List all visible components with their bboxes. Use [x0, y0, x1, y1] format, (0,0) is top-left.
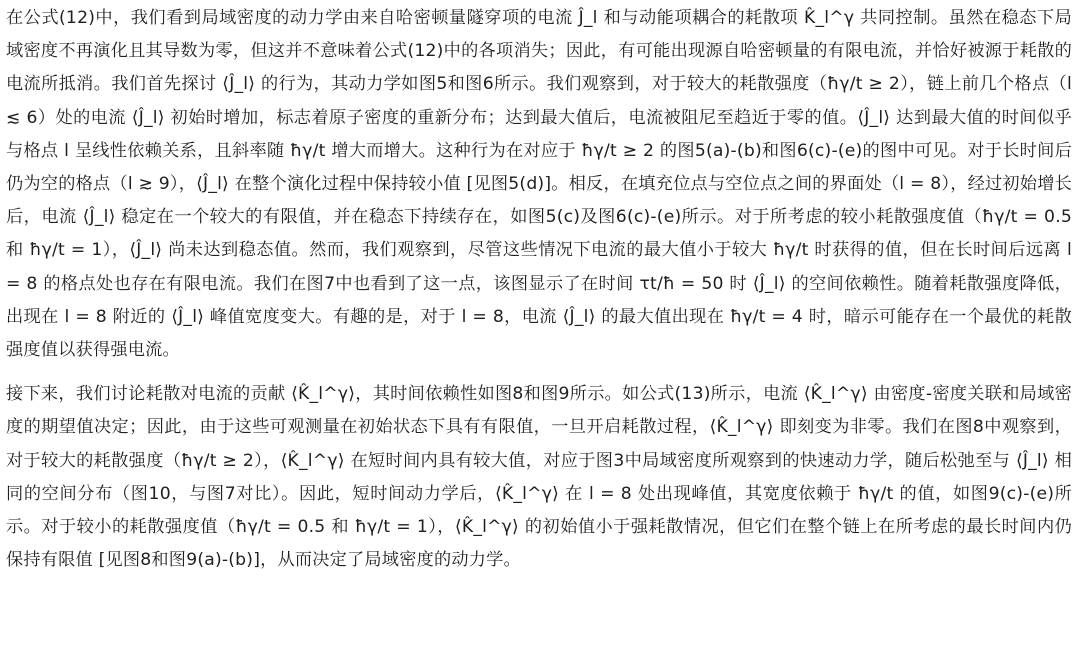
paragraph-current-dynamics: 在公式(12)中，我们看到局域密度的动力学由来自哈密顿量隧穿项的电流 Ĵ_l 和与动能项耦合的耗散项 K̂_l^γ 共同控制。虽然在稳态下局域密度不再演化且其导数为零，但这并不意味着公式(12)中的各项消失；因此，有可能出现源自哈密顿量的有限电流，并恰好被源于耗散的电流所抵消。我们首先探讨 ⟨Ĵ_l⟩ 的行为，其动力学如图5和图6所示。我们观察到，对于较大的耗散强度（ħγ/t ≥ 2），链上前几个格点（l ≲ 6）处的电流 ⟨Ĵ_l⟩ 初始时增加，标志着原子密度的重新分布；达到最大值后，电流被阻尼至趋近于零的值。⟨Ĵ_l⟩ 达到最大值的时间似乎与格点 l 呈线性依赖关系，且斜率随 ħγ/t 增大而增大。这种行为在对应于 ħγ/t ≥ 2 的图5(a)-(b)和图6(c)-(e)的图中可见。对于长时间后仍为空的格点（l ≳ 9），⟨Ĵ_l⟩ 在整个演化过程中保持较小值 [见图5(d)]。相反，在填充位点与空位点之间的界面处（l = 8），经过初始增长后，电流 ⟨Ĵ_l⟩ 稳定在一个较大的有限值，并在稳态下持续存在，如图5(c)及图6(c)-(e)所示。对于所考虑的较小耗散强度值（ħγ/t = 0.5 和 ħγ/t = 1），⟨Ĵ_l⟩ 尚未达到稳态值。然而，我们观察到，尽管这些情况下电流的最大值小于较大 ħγ/t 时获得的值，但在长时间后远离 l = 8 的格点处也存在有限电流。我们在图7中也看到了这一点，该图显示了在时间 τt/ħ = 50 时 ⟨Ĵ_l⟩ 的空间依赖性。随着耗散强度降低，出现在 l = 8 附近的 ⟨Ĵ_l⟩ 峰值宽度变大。有趣的是，对于 l = 8，电流 ⟨Ĵ_l⟩ 的最大值出现在 ħγ/t = 4 时，暗示可能存在一个最优的耗散强度值以获得强电流。	[6, 8, 1072, 361]
paragraph-dissipation-contribution: 接下来，我们讨论耗散对电流的贡献 ⟨K̂_l^γ⟩，其时间依赖性如图8和图9所示。如公式(13)所示，电流 ⟨K̂_l^γ⟩ 由密度-密度关联和局域密度的期望值决定；因此，由于这些可观测量在初始状态下具有有限值，一旦开启耗散过程，⟨K̂_l^γ⟩ 即刻变为非零。我们在图8中观察到，对于较大的耗散强度（ħγ/t ≥ 2），⟨K̂_l^γ⟩ 在短时间内具有较大值，对应于图3中局域密度所观察到的快速动力学，随后松弛至与 ⟨Ĵ_l⟩ 相同的空间分布（图10，与图7对比）。因此，短时间动力学后，⟨K̂_l^γ⟩ 在 l = 8 处出现峰值，其宽度依赖于 ħγ/t 的值，如图9(c)-(e)所示。对于较小的耗散强度值（ħγ/t = 0.5 和 ħγ/t = 1），⟨K̂_l^γ⟩ 的初始值小于强耗散情况，但它们在整个链上在所考虑的最长时间内仍保持有限值 [见图8和图9(a)-(b)]，从而决定了局域密度的动力学。	[6, 384, 1072, 571]
